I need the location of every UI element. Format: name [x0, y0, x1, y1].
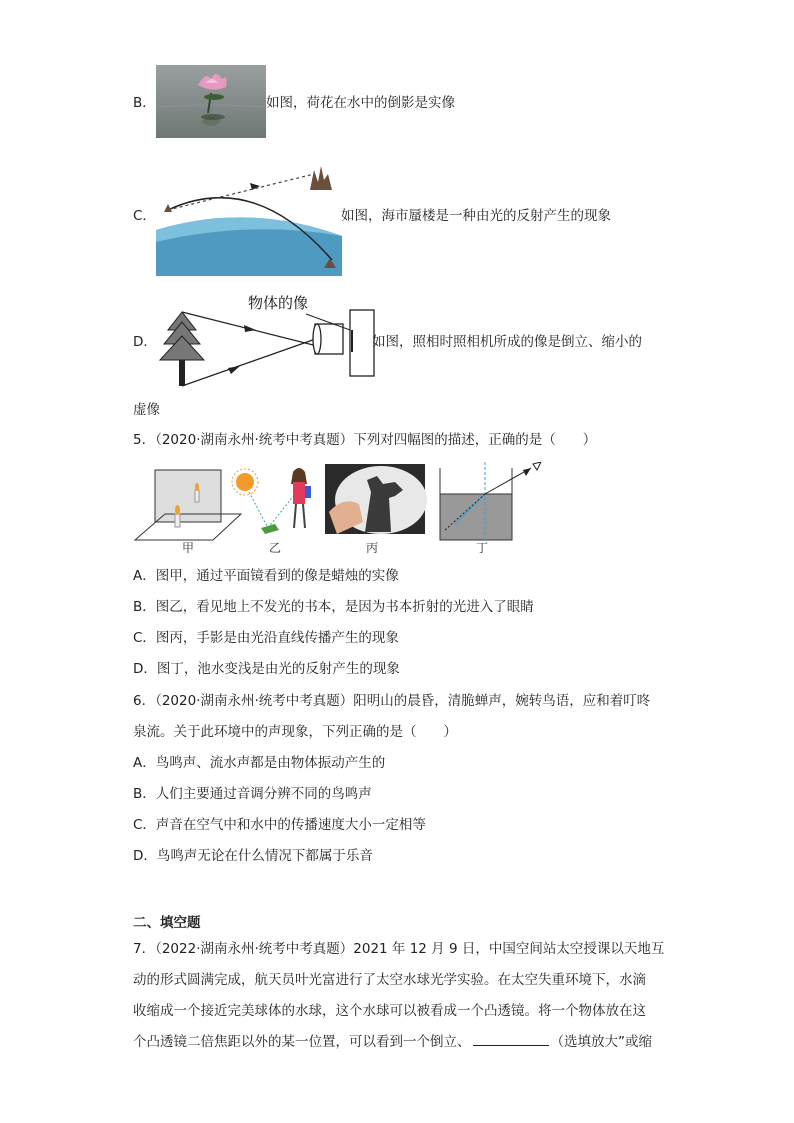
option-d-continuation: 虚像	[133, 402, 160, 418]
mirage-diagram	[154, 160, 344, 276]
question-7-line3: 收缩成一个接近完美球体的水球，这个水球可以被看成一个凸透镜。将一个物体放在这	[133, 1003, 646, 1019]
q5-option-b: B．图乙，看见地上不发光的书本，是因为书本折射的光进入了眼睛	[133, 599, 534, 615]
q5-option-d: D．图丁，池水变浅是由光的反射产生的现象	[133, 661, 400, 677]
q6-option-b: B．人们主要通过音调分辨不同的鸟鸣声	[133, 786, 372, 802]
option-d-text: 如图，照相时照相机所成的像是倒立、缩小的	[372, 334, 642, 350]
camera-imaging-diagram	[156, 290, 378, 390]
question-7-line4-end: （选填放大”或缩	[550, 1034, 652, 1050]
section-title-fill-in: 二、填空题	[133, 915, 201, 931]
option-c-text: 如图，海市蜃楼是一种由光的反射产生的现象	[341, 208, 611, 224]
q6-option-c: C．声音在空气中和水中的传播速度大小一定相等	[133, 817, 426, 833]
q5-option-a: A．图甲，通过平面镜看到的像是蜡烛的实像	[133, 568, 399, 584]
question-7-line4	[133, 1033, 652, 1051]
question-6-stem-line2: 泉流。关于此环境中的声现象，下列正确的是（ ）	[133, 724, 457, 740]
question-7-line4-start: 个凸透镜二倍焦距以外的某一位置，可以看到一个倒立、	[133, 1034, 471, 1050]
figure-jia-label: 甲	[182, 541, 195, 555]
question-5-figures	[133, 462, 553, 557]
figure-bing-label: 丙	[366, 541, 379, 555]
option-c-letter: C．	[133, 208, 156, 224]
figure-yi-label: 乙	[269, 541, 282, 555]
q6-option-d: D．鸟鸣声无论在什么情况下都属于乐音	[133, 848, 373, 864]
question-5-stem: 5．（2020·湖南永州·统考中考真题）下列对四幅图的描述，正确的是（ ）	[133, 432, 597, 448]
question-7-line1: 7．（2022·湖南永州·统考中考真题）2021 年 12 月 9 日，中国空间站太空授课以天地互	[133, 941, 665, 957]
image-of-object-label: 物体的像	[248, 294, 309, 312]
option-d-letter: D．	[133, 334, 157, 350]
figure-ding-label: 丁	[476, 541, 489, 555]
option-b-text: 如图，荷花在水中的倒影是实像	[266, 95, 455, 111]
lotus-reflection-image	[156, 65, 266, 138]
q5-option-c: C．图丙，手影是由光沿直线传播产生的现象	[133, 630, 399, 646]
option-b-letter: B．	[133, 95, 156, 111]
question-6-stem-line1: 6．（2020·湖南永州·统考中考真题）阳明山的晨昏，清脆蝉声，婉转鸟语，应和着叮咚	[133, 693, 651, 709]
q6-option-a: A．鸟鸣声、流水声都是由物体振动产生的	[133, 755, 386, 771]
answer-blank[interactable]	[473, 1033, 549, 1046]
question-7-line2: 动的形式圆满完成，航天员叶光富进行了太空水球光学实验。在太空失重环境下，水滴	[133, 972, 646, 988]
